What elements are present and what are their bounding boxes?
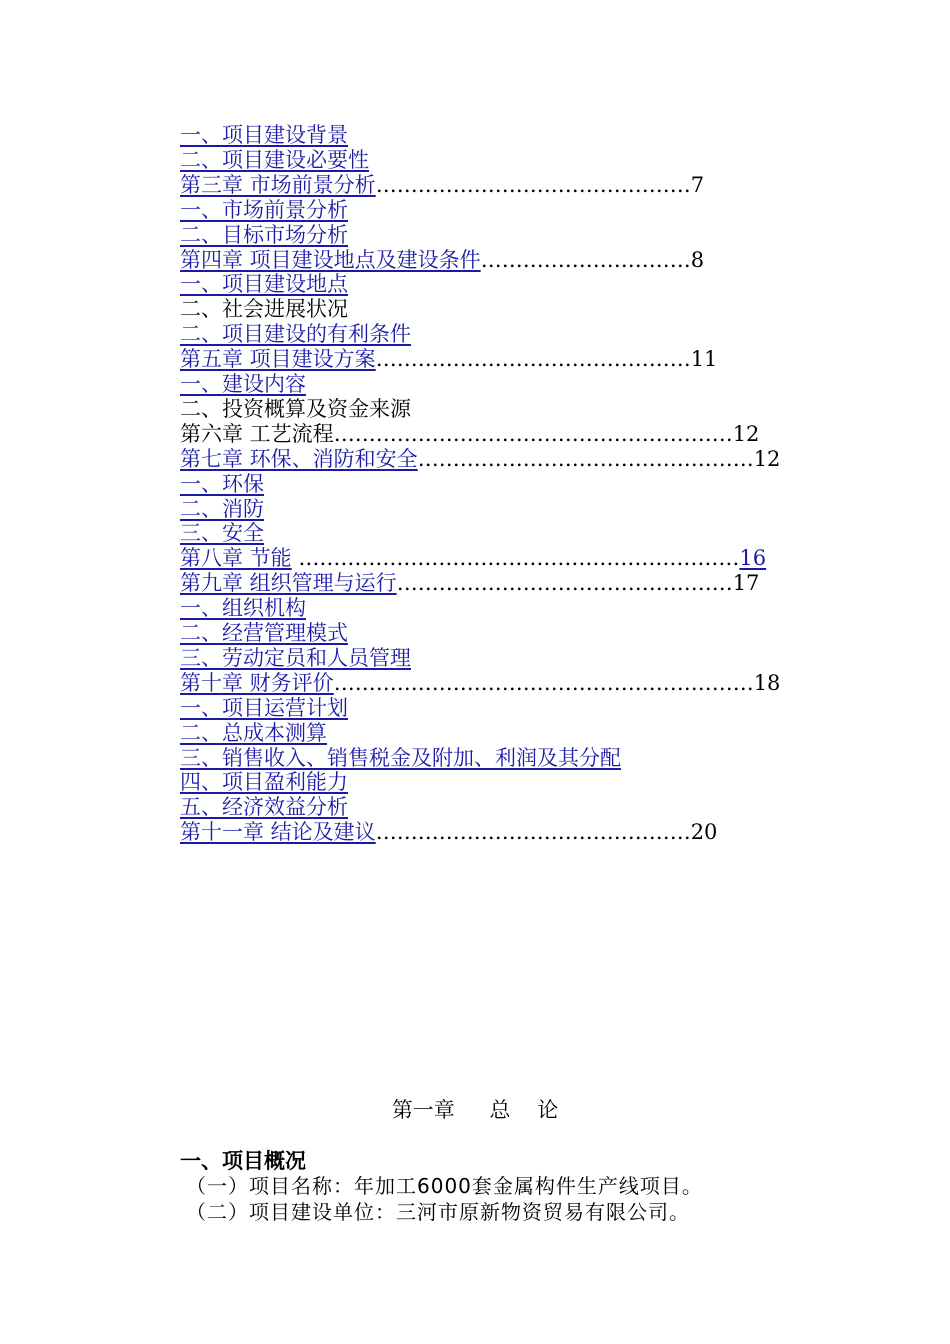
toc-entry[interactable] — [180, 621, 348, 646]
toc-entry[interactable] — [180, 347, 717, 372]
toc-entry-link[interactable]: 一、项目运营计划 — [180, 695, 348, 720]
toc-entry-link[interactable]: 一、建设内容 — [180, 372, 306, 396]
toc-page-number: 11 — [690, 347, 718, 372]
toc-entry[interactable] — [180, 372, 306, 397]
paragraph-project-unit: （二）项目建设单位：三河市原新物资贸易有限公司。 — [186, 1200, 690, 1224]
chapter-title-char-1: 总 — [489, 1098, 511, 1122]
toc-entry-link[interactable]: 一、组织机构 — [180, 596, 306, 621]
toc-entry[interactable] — [180, 746, 621, 771]
toc-entry-label: 二、社会进展状况 — [180, 297, 348, 322]
toc-entry-link[interactable]: 三、安全 — [180, 521, 264, 546]
toc-leader-dots: ………………………………………………… — [333, 421, 733, 446]
toc-leader-dots: ……………………………………… — [375, 347, 691, 372]
toc-leader-dots: ……………………………………………………… — [291, 546, 740, 571]
section-heading: 一、项目概况 — [180, 1148, 306, 1173]
toc-entry-link[interactable]: 三、劳动定员和人员管理 — [180, 645, 411, 670]
toc-page-number: 12 — [753, 446, 781, 471]
chapter-title — [0, 1094, 950, 1124]
toc-entry[interactable] — [180, 546, 766, 571]
toc-entry[interactable] — [180, 123, 348, 148]
toc-entry-link[interactable]: 二、消防 — [180, 496, 264, 521]
chapter-title-char-2: 论 — [537, 1098, 559, 1122]
toc-entry-link[interactable]: 第十章 财务评价 — [180, 670, 334, 695]
toc-entry[interactable] — [180, 272, 348, 297]
toc-entry-link[interactable]: 四、项目盈利能力 — [180, 770, 348, 795]
toc-entry-link[interactable]: 一、环保 — [180, 471, 264, 496]
toc-leader-dots: ………………………………………… — [396, 571, 733, 596]
toc-entry[interactable] — [180, 173, 704, 198]
toc-entry-link[interactable]: 二、总成本测算 — [180, 720, 327, 745]
toc-entry[interactable] — [180, 223, 348, 248]
toc-entry[interactable] — [180, 721, 327, 746]
toc-entry-label: 二、投资概算及资金来源 — [180, 396, 411, 421]
toc-page-number: 7 — [690, 172, 705, 197]
toc-entry-link[interactable]: 一、项目建设背景 — [180, 123, 348, 147]
toc-entry-link[interactable]: 一、市场前景分析 — [180, 197, 348, 222]
toc-entry-link[interactable]: 第三章 市场前景分析 — [180, 172, 376, 197]
toc-entry-link[interactable]: 二、经营管理模式 — [180, 621, 348, 645]
toc-entry[interactable] — [180, 322, 411, 347]
toc-entry[interactable] — [180, 497, 264, 522]
toc-leader-dots: …………………………………………………… — [333, 670, 754, 695]
toc-page-number: 8 — [690, 247, 705, 272]
toc-leader-dots: ……………………………………… — [375, 172, 691, 197]
toc-leader-dots: ……………………………………… — [375, 820, 691, 845]
toc-entry — [180, 397, 411, 422]
toc-entry — [180, 297, 348, 322]
toc-entry-link[interactable]: 二、项目建设的有利条件 — [180, 322, 411, 347]
toc-entry[interactable] — [180, 248, 704, 273]
toc-entry-label: 第六章 工艺流程 — [180, 421, 334, 446]
chapter-number: 第一章 — [391, 1098, 455, 1122]
toc-entry[interactable] — [180, 770, 348, 795]
toc-entry[interactable] — [180, 646, 411, 671]
toc-entry[interactable] — [180, 472, 264, 497]
toc-entry[interactable] — [180, 671, 780, 696]
toc-entry[interactable] — [180, 447, 780, 472]
toc-entry-link[interactable]: 第五章 项目建设方案 — [180, 347, 376, 372]
toc-entry[interactable] — [180, 596, 306, 621]
toc-page-number: 18 — [753, 670, 781, 695]
toc-entry-link[interactable]: 第九章 组织管理与运行 — [180, 571, 397, 596]
toc-entry[interactable] — [180, 571, 759, 596]
toc-entry[interactable] — [180, 795, 348, 820]
toc-entry-link[interactable]: 一、项目建设地点 — [180, 272, 348, 297]
paragraph-project-name: （一）项目名称：年加工6000套金属构件生产线项目。 — [186, 1174, 703, 1198]
toc-leader-dots: ………………………… — [480, 247, 691, 272]
toc-page-number: 20 — [690, 820, 718, 845]
toc-entry-link[interactable]: 第四章 项目建设地点及建设条件 — [180, 247, 481, 272]
toc-entry-link[interactable]: 三、销售收入、销售税金及附加、利润及其分配 — [180, 745, 621, 770]
toc-entry-link[interactable]: 第七章 环保、消防和安全 — [180, 446, 418, 471]
toc-leader-dots: ………………………………………… — [417, 446, 754, 471]
toc-entry — [180, 422, 759, 447]
toc-entry[interactable] — [180, 521, 264, 546]
toc-entry[interactable] — [180, 820, 717, 845]
toc-entry[interactable] — [180, 148, 369, 173]
toc-entry-link[interactable]: 五、经济效益分析 — [180, 795, 348, 820]
toc-entry[interactable] — [180, 198, 348, 223]
toc-page-number[interactable]: 16 — [739, 546, 767, 571]
toc-entry-link[interactable]: 第十一章 结论及建议 — [180, 820, 376, 845]
toc-page-number: 17 — [732, 571, 760, 596]
toc-entry-link[interactable]: 二、目标市场分析 — [180, 222, 348, 247]
toc-page-number: 12 — [732, 421, 760, 446]
toc-entry[interactable] — [180, 696, 348, 721]
toc-entry-link[interactable]: 第八章 节能 — [180, 546, 292, 571]
toc-entry-link[interactable]: 二、项目建设必要性 — [180, 147, 369, 172]
